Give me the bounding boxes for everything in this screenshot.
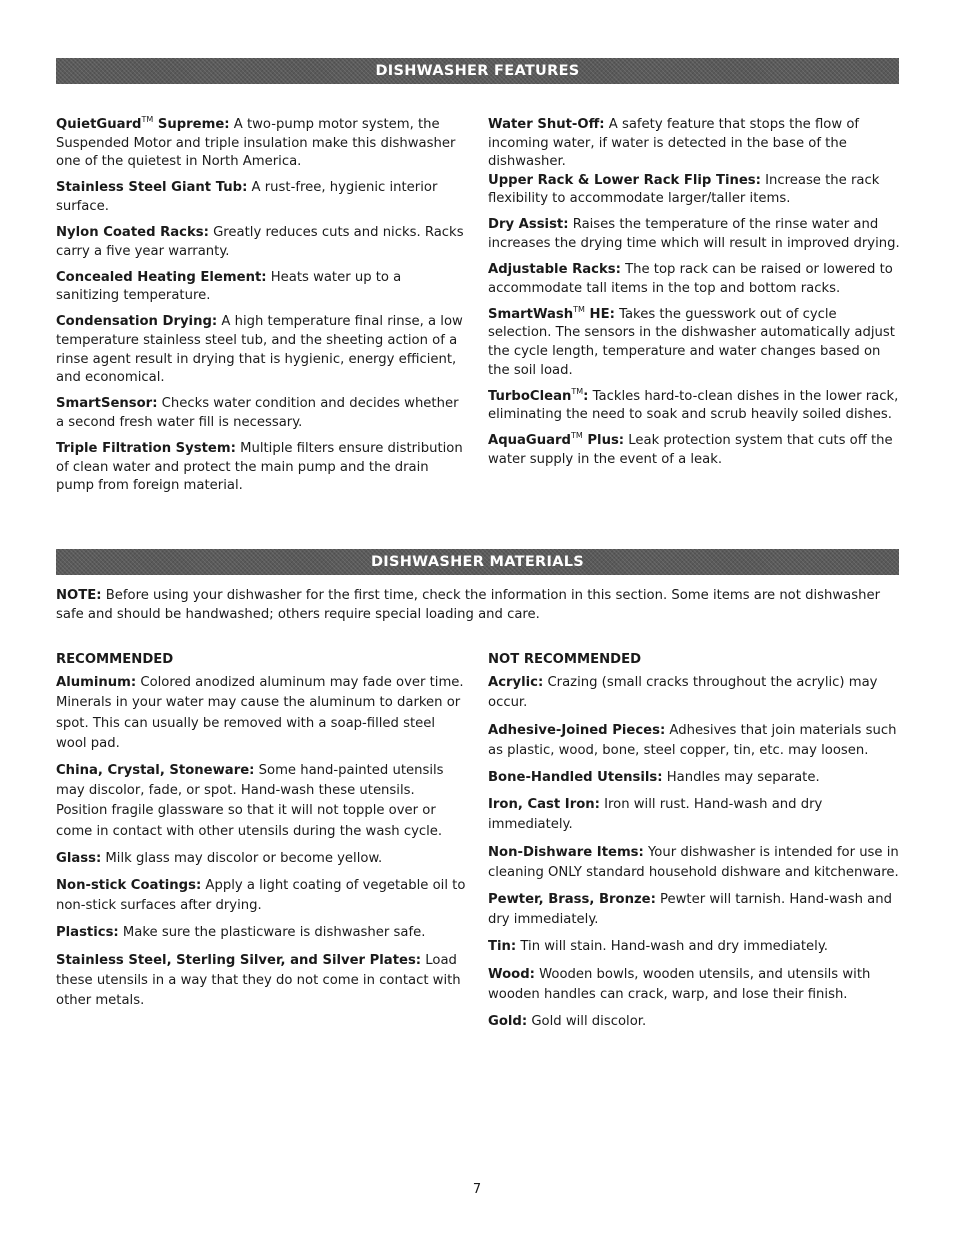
feature-item: Concealed Heating Element: Heats water up to a sanitizing temperature. xyxy=(56,269,402,304)
feature-item: Stainless Steel Giant Tub: A rust-free, hygienic interior surface. xyxy=(56,180,438,214)
material-item: Gold: Gold will discolor. xyxy=(488,1014,647,1030)
feature-item: QuietGuard™ Supreme: A two-pump motor system, the Suspended Motor and triple insulation make this dishwasher one of the quietest in North America. xyxy=(56,115,456,170)
material-item: Non-Dishware Items: Your dishwasher is intended for use in cleaning ONLY standard household dishware and kitchenware. xyxy=(488,844,899,880)
recommended-column xyxy=(56,650,468,1018)
material-item: Stainless Steel, Sterling Silver, and Silver Plates: Load these utensils in a way that they do not come in contact with other metals. xyxy=(56,952,461,1009)
material-item: Plastics: Make sure the plasticware is dishwasher safe. xyxy=(56,925,426,941)
material-item: Glass: Milk glass may discolor or become yellow. xyxy=(56,850,383,866)
not-recommended-column xyxy=(488,650,901,1039)
material-item: Pewter, Brass, Bronze: Pewter will tarnish. Hand-wash and dry immediately. xyxy=(488,892,892,928)
page-number: 7 xyxy=(472,1182,482,1197)
materials-note: NOTE: Before using your dishwasher for the first time, check the information in this section. Some items are not dishwasher safe and should be handwashed; others require special loading and care. xyxy=(56,588,881,622)
feature-item: Water Shut-Off: A safety feature that stops the flow of incoming water, if water is detected in the base of the dishwasher. xyxy=(488,117,860,170)
feature-item: TurboClean™: Tackles hard-to-clean dishes in the lower rack, eliminating the need to soak and scrub heavily soiled dishes. xyxy=(488,386,899,423)
material-item: Tin: Tin will stain. Hand-wash and dry immediately. xyxy=(488,939,828,955)
feature-item: Nylon Coated Racks: Greatly reduces cuts and nicks. Racks carry a five year warranty. xyxy=(56,224,464,259)
material-item: Aluminum: Colored anodized aluminum may fade over time. Minerals in your water may cause the aluminum to darken or spot. This can usually be removed with a soap-filled steel wool pad. xyxy=(56,675,464,751)
materials-heading: DISHWASHER MATERIALS xyxy=(56,549,899,575)
material-item: Iron, Cast Iron: Iron will rust. Hand-wash and dry immediately. xyxy=(488,797,823,833)
material-item: Bone-Handled Utensils: Handles may separate. xyxy=(488,770,820,786)
material-item: China, Crystal, Stoneware: Some hand-painted utensils may discolor, fade, or spot. Hand-wash these utensils. Position fragile glassware so that it will not topple over or come in contact with other utensils during the wash cycle. xyxy=(56,763,444,839)
material-item: Wood: Wooden bowls, wooden utensils, and utensils with wooden handles can crack, warp, and lose their finish. xyxy=(488,966,871,1002)
not-recommended-heading: NOT RECOMMENDED xyxy=(488,652,642,667)
features-heading: DISHWASHER FEATURES xyxy=(56,58,899,84)
feature-item: Condensation Drying: A high temperature final rinse, a low temperature stainless steel tub, and the sheeting action of a rinse agent result in drying that is hygienic, energy efficient, and economical. xyxy=(56,314,463,386)
material-item: Acrylic: Crazing (small cracks throughout the acrylic) may occur. xyxy=(488,675,878,711)
features-right-column xyxy=(488,116,901,477)
features-left-column xyxy=(56,116,468,503)
feature-item: AquaGuard™ Plus: Leak protection system that cuts off the water supply in the event of a leak. xyxy=(488,431,893,467)
material-item: Non-stick Coatings: Apply a light coating of vegetable oil to non-stick surfaces after drying. xyxy=(56,878,466,914)
feature-item: Upper Rack & Lower Rack Flip Tines: Increase the rack flexibility to accommodate larger/taller items. xyxy=(488,172,880,207)
feature-item: Triple Filtration System: Multiple filters ensure distribution of clean water and protect the main pump and the drain pump from foreign material. xyxy=(56,440,463,494)
material-item: Adhesive-Joined Pieces: Adhesives that join materials such as plastic, wood, bone, steel copper, tin, etc. may loosen. xyxy=(488,722,897,758)
feature-item: SmartSensor: Checks water condition and decides whether a second fresh water fill is necessary. xyxy=(56,396,459,430)
feature-item: Adjustable Racks: The top rack can be raised or lowered to accommodate tall items in the top and bottom racks. xyxy=(488,262,893,296)
recommended-heading: RECOMMENDED xyxy=(56,652,174,667)
feature-item: Dry Assist: Raises the temperature of the rinse water and increases the drying time which will result in improved drying. xyxy=(488,217,900,252)
feature-item: SmartWash™ HE: Takes the guesswork out of cycle selection. The sensors in the dishwasher automatically adjust the cycle length, temperature and water changes based on the soil load. xyxy=(488,304,895,378)
